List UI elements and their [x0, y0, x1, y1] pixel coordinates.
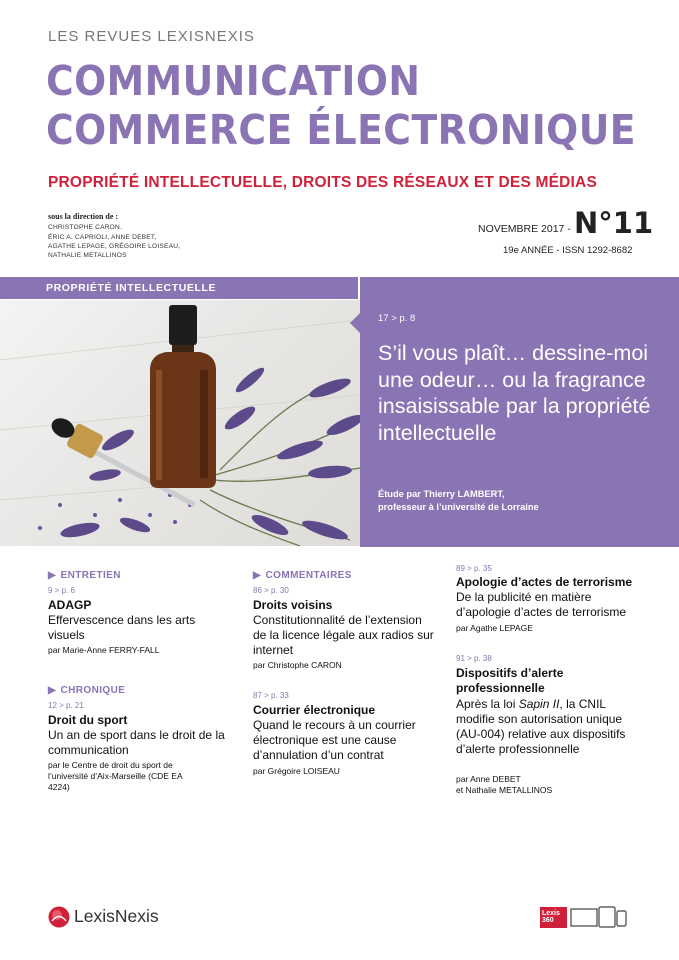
triangle-icon: ▶: [253, 570, 262, 581]
summary-text: , la CNIL modifie son autorisation unique (AU-004) relative aux dispositifs d’alerte professionnelle: [456, 697, 626, 756]
badge-line: 360: [542, 917, 554, 924]
article-summary: Constitutionnalité de l’extension de la licence légale aux radios sur internet: [253, 613, 434, 657]
article-page-ref: 89 > p. 35: [456, 564, 492, 573]
badge-line: Lexis: [542, 910, 560, 917]
triangle-icon: ▶: [48, 685, 57, 696]
publisher-name: LES REVUES LEXISNEXIS: [48, 28, 255, 45]
feature-author-line: professeur à l’université de Lorraine: [378, 501, 539, 512]
journal-title-line2: COMMERCE ÉLECTRONIQUE: [46, 106, 637, 154]
section-label: ENTRETIEN: [60, 570, 121, 581]
issue-number: N°11: [574, 206, 654, 240]
section-label: COMMENTAIRES: [265, 570, 352, 581]
feature-title[interactable]: S’il vous plaît… dessine-moi une odeur… ou la fragrance insaisissable par la propriété intellectuelle: [378, 341, 651, 445]
article-author: par Grégoire LOISEAU: [253, 766, 340, 776]
article-author: par le Centre de droit du sport de l’université d’Aix-Marseille (CDE EA 4224): [48, 760, 183, 792]
devices-icon: [569, 905, 629, 929]
journal-subtitle: PROPRIÉTÉ INTELLECTUELLE, DROITS DES RÉSEAUX ET DES MÉDIAS: [48, 174, 597, 191]
article-heading[interactable]: Droits voisins: [253, 598, 333, 612]
lexisnexis-logo-icon: [48, 906, 70, 928]
article-author-line: et Nathalie METALLINOS: [456, 785, 553, 795]
article-summary: [456, 697, 628, 757]
issue-year: 19e ANNÉE - ISSN 1292-8682: [503, 245, 633, 256]
article-page-ref: 87 > p. 33: [253, 691, 289, 700]
issue-date: NOVEMBRE 2017 -: [478, 223, 571, 235]
article-summary: Effervescence dans les arts visuels: [48, 613, 196, 642]
article-heading[interactable]: Droit du sport: [48, 713, 128, 727]
section-commentaires: [253, 565, 443, 583]
article-author: par Christophe CARON: [253, 660, 342, 670]
article-heading[interactable]: Apologie d’actes de terrorisme: [456, 575, 633, 589]
lexis360-badge-text: [542, 910, 560, 924]
feature-author-line: Étude par Thierry LAMBERT,: [378, 489, 505, 499]
cover-photo: [0, 300, 360, 546]
section-label: CHRONIQUE: [60, 685, 126, 696]
journal-title-line1: COMMUNICATION: [46, 57, 421, 105]
article-author: [456, 774, 656, 796]
article-page-ref: 91 > p. 38: [456, 654, 492, 663]
summary-text: Après la loi: [456, 697, 519, 711]
feature-author: [378, 488, 668, 513]
article-heading[interactable]: Dispositifs d’alerte professionnelle: [456, 666, 564, 695]
director-line: NATHALIE METALLINOS: [48, 252, 127, 259]
director-line: ÉRIC A. CAPRIOLI, ANNE DEBET,: [48, 234, 157, 241]
article-author: par Marie-Anne FERRY-FALL: [48, 645, 160, 655]
direction-label: sous la direction de :: [48, 212, 119, 221]
lexisnexis-logo-text: LexisNexis: [74, 906, 159, 926]
triangle-icon: ▶: [48, 570, 57, 581]
director-line: AGATHE LEPAGE, GRÉGOIRE LOISEAU,: [48, 243, 181, 250]
section-banner-label: PROPRIÉTÉ INTELLECTUELLE: [46, 282, 217, 294]
article-author-line: par Anne DEBET: [456, 774, 521, 784]
article-summary: Quand le recours à un courrier électronique est une cause d’annulation d’un contrat: [253, 718, 416, 762]
article-page-ref: 86 > p. 30: [253, 586, 289, 595]
section-chronique: [48, 680, 238, 698]
article-page-ref: 9 > p. 6: [48, 586, 75, 595]
summary-emphasis: Sapin II: [518, 697, 560, 711]
director-line: CHRISTOPHE CARON.: [48, 224, 122, 231]
section-entretien: [48, 565, 238, 583]
article-author: par Agathe LEPAGE: [456, 623, 533, 633]
article-page-ref: 12 > p. 21: [48, 701, 84, 710]
essential-oil-bottle-illustration: [0, 300, 360, 546]
article-heading[interactable]: ADAGP: [48, 598, 92, 612]
article-summary: Un an de sport dans le droit de la communication: [48, 728, 225, 757]
feature-notch: [350, 313, 360, 333]
article-summary: De la publicité en matière d’apologie d’actes de terrorisme: [456, 590, 627, 619]
article-heading[interactable]: Courrier électronique: [253, 703, 376, 717]
feature-page-ref: 17 > p. 8: [378, 313, 416, 324]
